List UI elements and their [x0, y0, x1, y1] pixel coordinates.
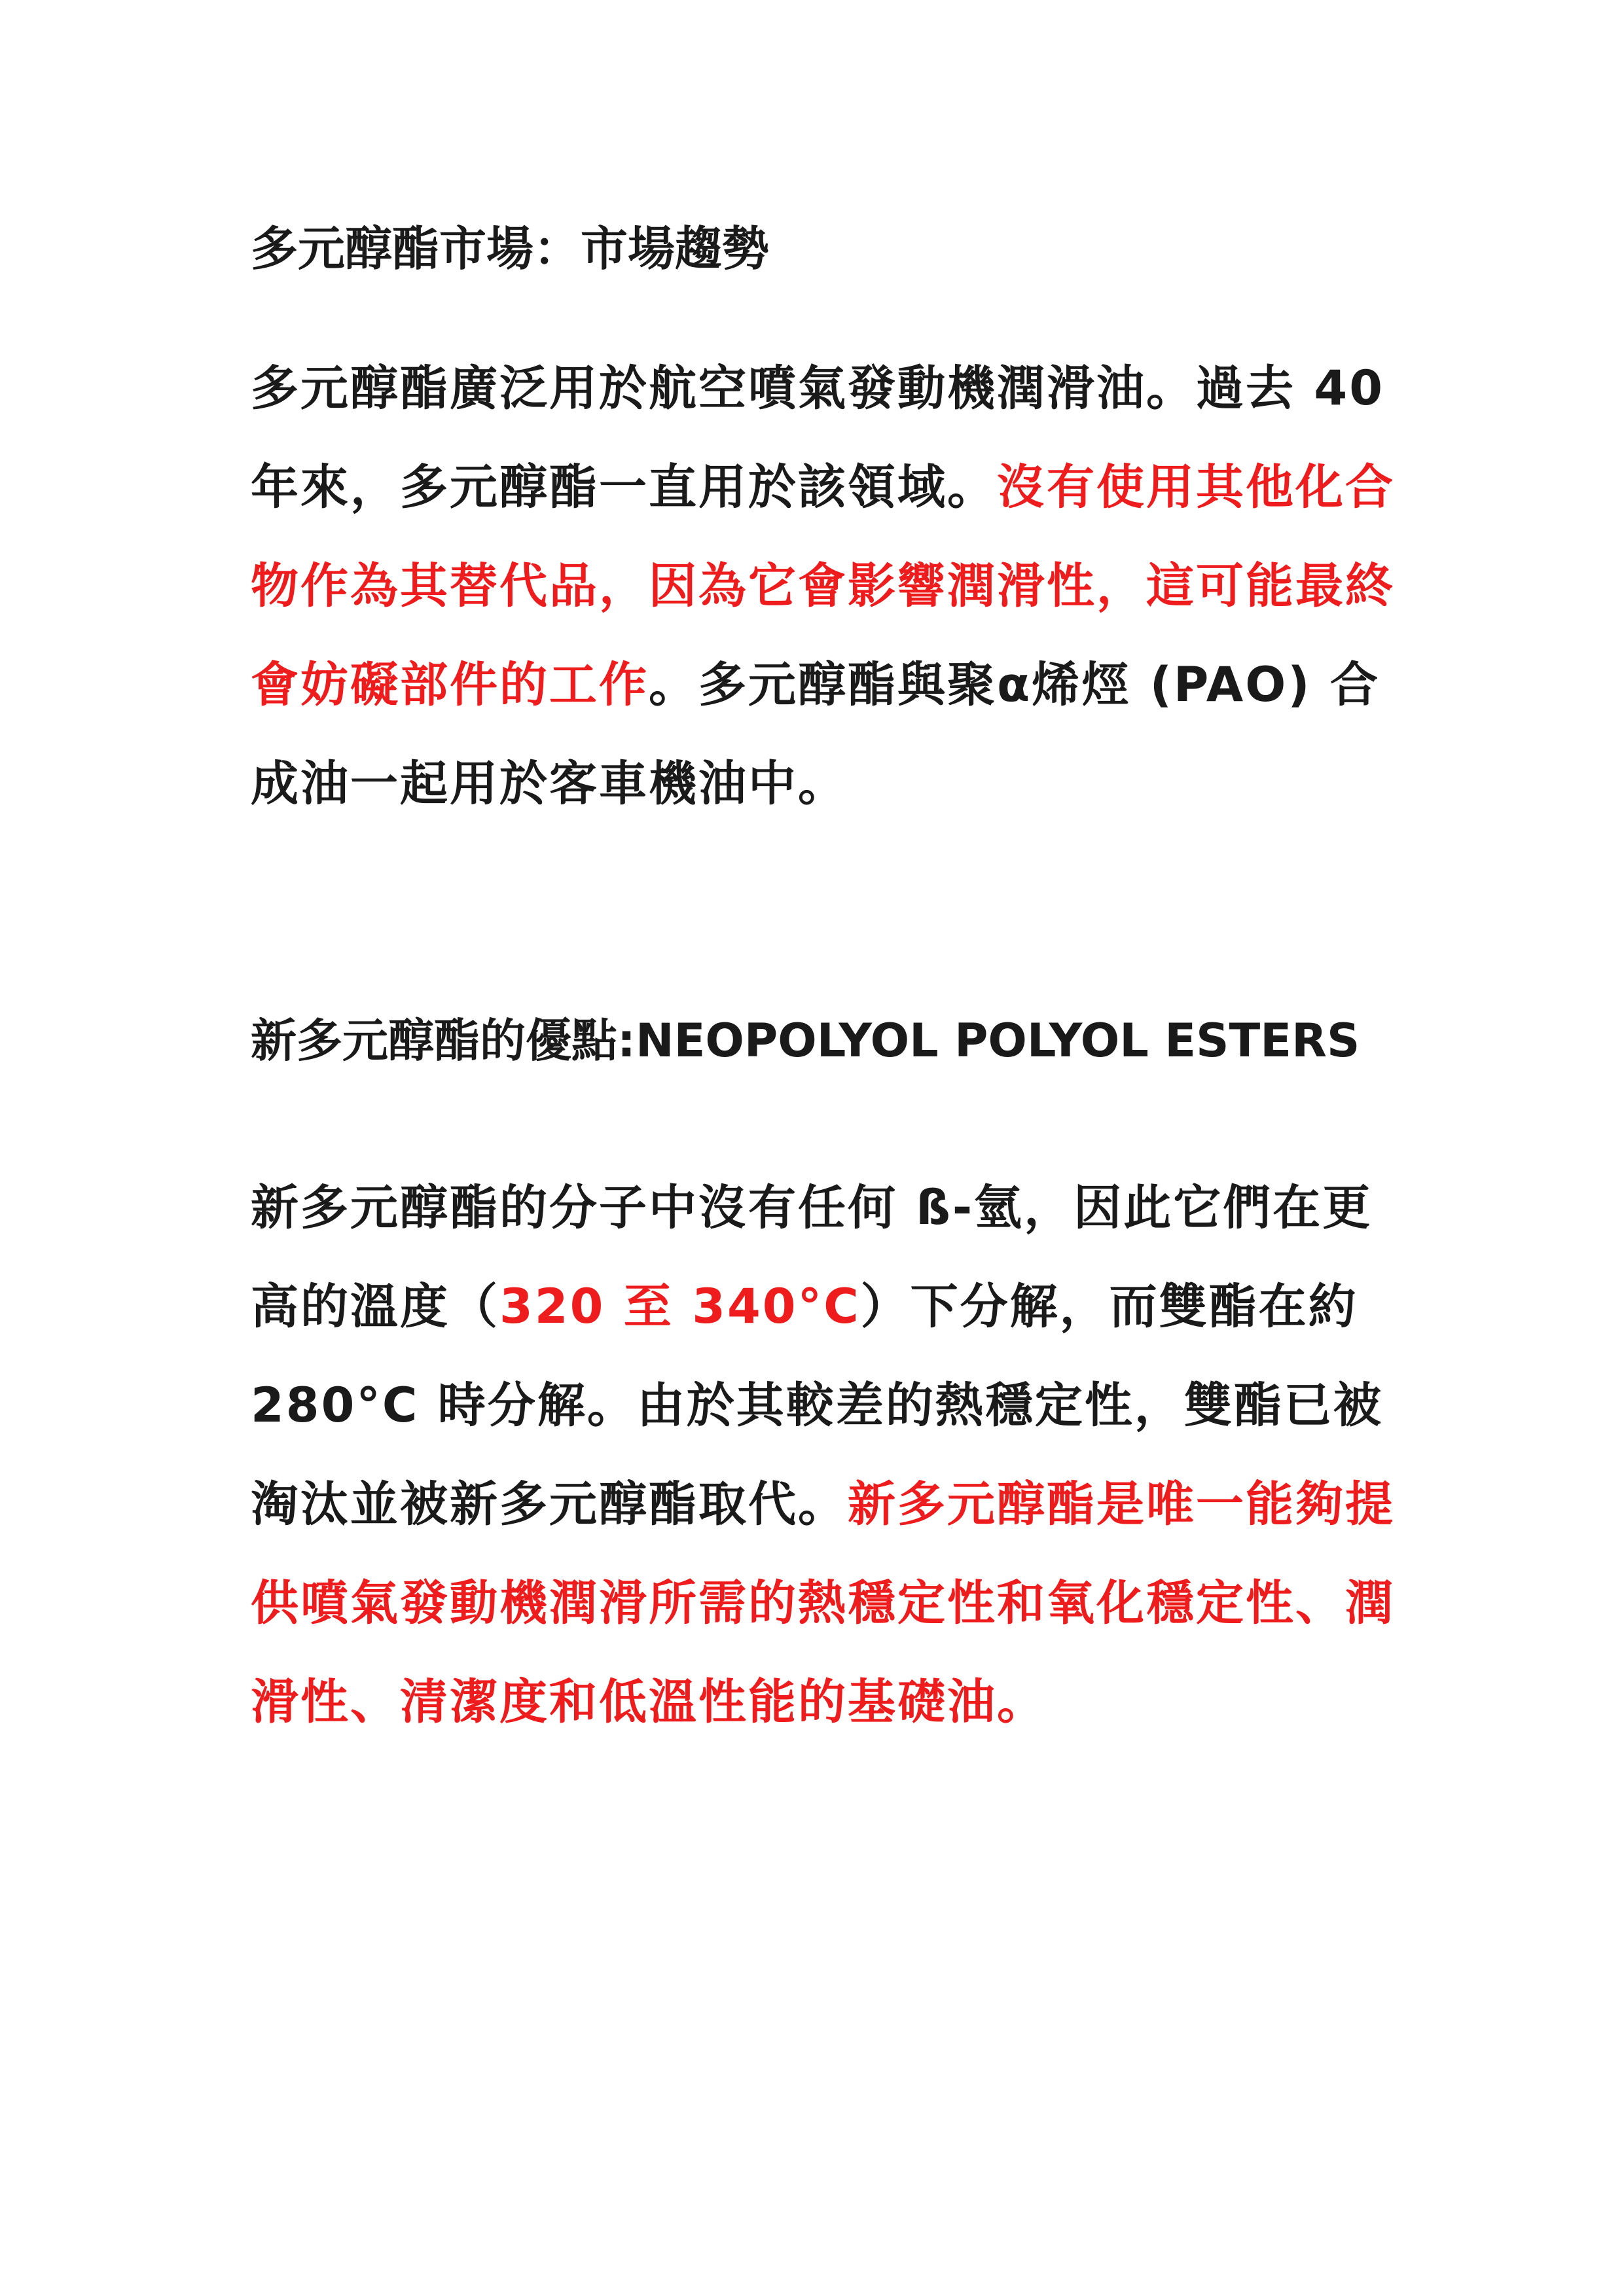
section-heading-market-trends: 多元醇酯市場：市場趨勢 — [251, 221, 770, 276]
paragraph-text: ）下分解，而雙酯在約 280°C 時分解。由於其較差的熱穩定性，雙酯已被淘汰並被新多元醇酯取代。 — [251, 1279, 1383, 1532]
paragraph-text: 新多元醇酯的分子中沒有任何 ß-氫，因此它們在更高的溫度（ — [251, 1180, 1373, 1335]
paragraph-market-trends — [251, 339, 1403, 833]
highlighted-temperature: 320 至 340°C — [499, 1279, 861, 1335]
paragraph-neopolyol-advantages — [251, 1158, 1403, 1751]
highlighted-text: 沒有使用其他化合物作為其替代品，因為它會影響潤滑性，這可能最終會妨礙部件的工作 — [251, 459, 1395, 713]
paragraph-text: 多元醇酯廣泛用於航空噴氣發動機潤滑油。過去 40 年來，多元醇酯一直用於該領域。 — [251, 361, 1385, 515]
highlighted-text: 新多元醇酯是唯一能夠提供噴氣發動機潤滑所需的熱穩定性和氧化穩定性、潤滑性、清潔度和低溫性能的基礎油。 — [251, 1477, 1395, 1730]
paragraph-text: 。多元醇酯與聚α烯烴 (PAO) 合成油一起用於客車機油中。 — [251, 657, 1380, 812]
section-heading-neopolyol-advantages: 新多元醇酯的優點:NEOPOLYOL POLYOL ESTERS — [251, 1014, 1360, 1067]
